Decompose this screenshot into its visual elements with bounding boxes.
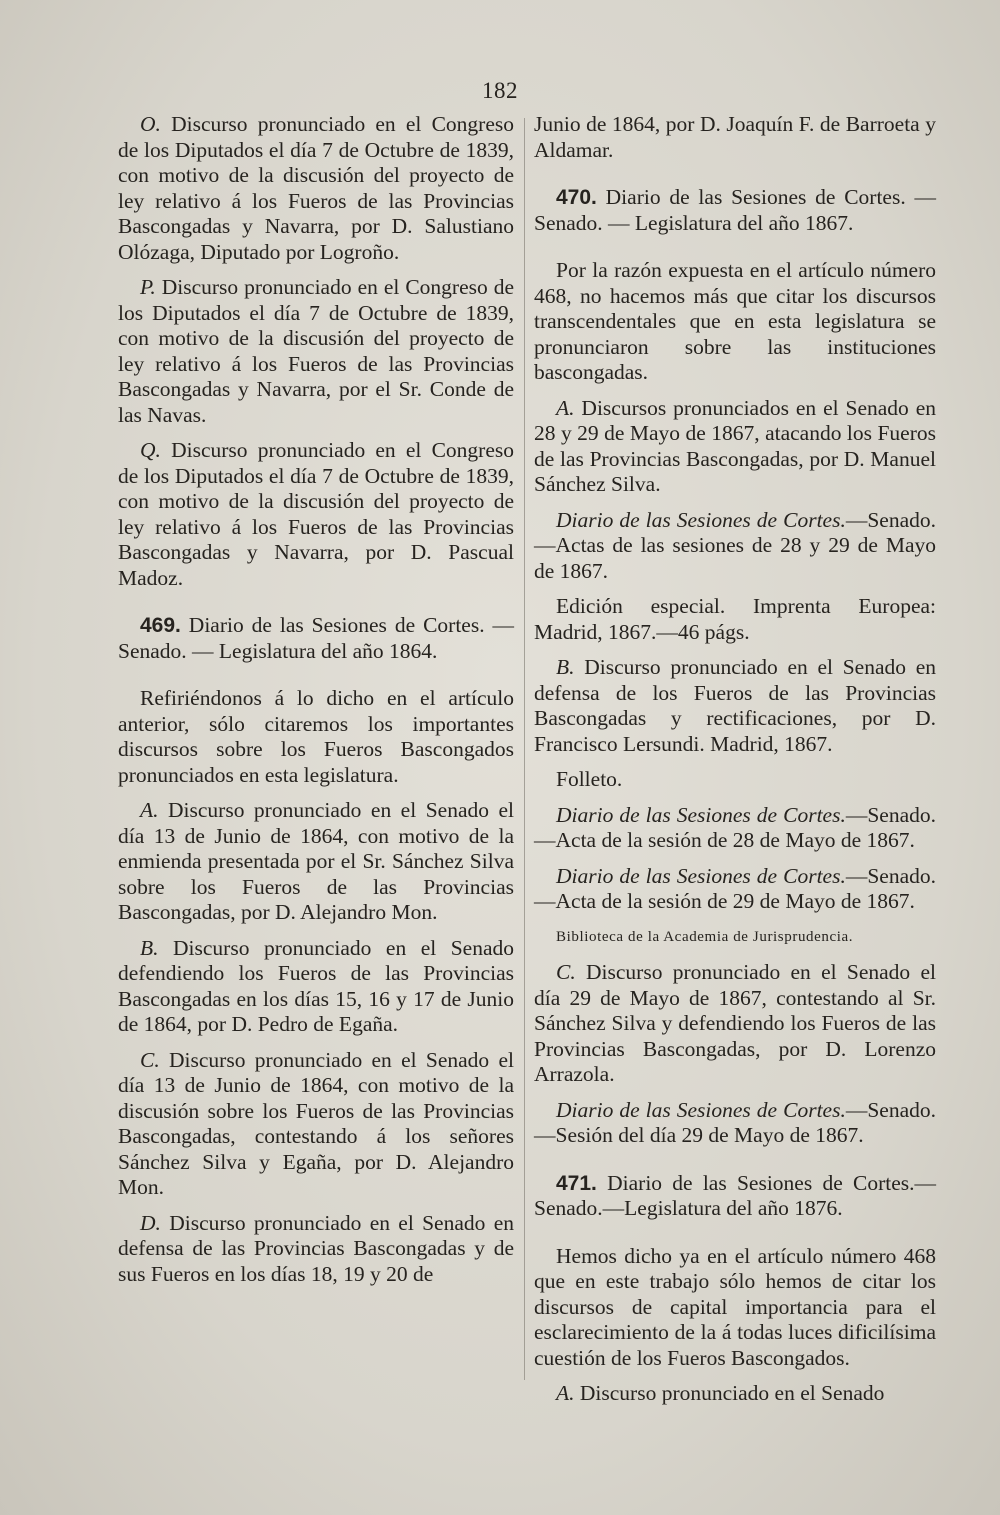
body-text: Edición especial. Imprenta Europea: Madrid, 1867.—46 págs. xyxy=(534,594,936,644)
entry-text: Discurso pronunciado en el Senado en defensa de las Provincias Bascongadas y de sus Fueros en los días 18, 19 y 20 de xyxy=(118,1210,514,1286)
entry-letter: C. xyxy=(556,960,576,984)
right-column xyxy=(534,112,936,1417)
body-paragraph xyxy=(534,767,936,793)
article-title: Diario de las Sesiones de Cortes. — Senado. — Legislatura del año 1864. xyxy=(118,613,514,663)
entry-letter: Q. xyxy=(140,438,161,462)
article-heading xyxy=(534,185,936,236)
article-number: 471. xyxy=(556,1171,597,1195)
body-text: Hemos dicho ya en el artículo número 468 que en este trabajo sólo hemos de citar los discursos de capital importancia para el esclarecimiento de la á todas luces dificilísima cuestión de los Fueros Bascongados. xyxy=(534,1243,936,1370)
continued-text-content: Junio de 1864, por D. Joaquín F. de Barroeta y Aldamar. xyxy=(534,112,936,162)
entry-text: Discurso pronunciado en el Senado en defensa de los Fueros de las Provincias Bascongadas y rectificaciones, por D. Francisco Lersundi. Madrid, 1867. xyxy=(534,655,936,756)
entry-letter: P. xyxy=(140,275,156,299)
continued-text xyxy=(534,112,936,163)
citation-detail: —Senado. —Sesión del día 29 de Mayo de 1867. xyxy=(534,1097,936,1147)
entry-letter: B. xyxy=(556,655,575,679)
entry-paragraph xyxy=(118,1048,514,1201)
citation xyxy=(534,803,936,854)
entry-letter: O. xyxy=(140,112,161,136)
entry-paragraph xyxy=(534,1381,936,1407)
entry-paragraph xyxy=(118,112,514,265)
citation-source: Diario de las Sesiones de Cortes. xyxy=(556,802,846,827)
entry-text: Discurso pronunciado en el Senado el día 13 de Junio de 1864, con motivo de la enmienda presentada por el Sr. Sánchez Silva sobre los Fueros de las Provincias Bascongadas, por D. Alejandro Mon. xyxy=(118,798,514,924)
body-text: Por la razón expuesta en el artículo número 468, no hacemos más que citar los discursos transcendentales que en esta legislatura se pronunciaron sobre las instituciones bascongadas. xyxy=(534,258,936,384)
page-number: 182 xyxy=(482,78,518,103)
entry-paragraph xyxy=(534,396,936,498)
entry-letter: A. xyxy=(556,395,575,420)
entry-text: Discurso pronunciado en el Senado defendiendo los Fueros de las Provincias Bascongadas en los días 15, 16 y 17 de Junio de 1864, por D. Pedro de Egaña. xyxy=(118,935,514,1036)
entry-paragraph xyxy=(118,798,514,926)
article-heading xyxy=(118,613,514,664)
column-divider xyxy=(524,118,525,1380)
entry-letter: A. xyxy=(556,1381,575,1405)
entry-text: Discurso pronunciado en el Senado xyxy=(574,1381,885,1405)
entry-paragraph xyxy=(118,1211,514,1288)
citation-detail: —Senado. —Acta de la sesión de 28 de Mayo de 1867. xyxy=(534,802,936,852)
citation-detail: —Senado. —Actas de las sesiones de 28 y 29 de Mayo de 1867. xyxy=(534,507,936,583)
body-paragraph xyxy=(534,1244,936,1372)
citation xyxy=(534,864,936,915)
body-paragraph xyxy=(118,686,514,788)
entry-text: Discurso pronunciado en el Congreso de los Diputados el día 7 de Octubre de 1839, con motivo de la discusión del proyecto de ley relativo á los Fueros de las Provincias Bascongadas y Navarra, por el Sr. Conde de las Navas. xyxy=(118,275,514,427)
article-heading xyxy=(534,1171,936,1222)
left-column xyxy=(118,112,514,1297)
entry-paragraph xyxy=(118,275,514,428)
citation-detail: —Senado. —Acta de la sesión de 29 de Mayo de 1867. xyxy=(534,863,936,913)
body-text: Folleto. xyxy=(556,767,623,791)
entry-paragraph xyxy=(118,936,514,1038)
body-paragraph xyxy=(534,258,936,386)
entry-paragraph xyxy=(118,438,514,591)
entry-text: Discursos pronunciados en el Senado en 28 y 29 de Mayo de 1867, atacando los Fueros de las Provincias Bascongadas, por D. Manuel Sánchez Silva. xyxy=(534,395,936,496)
entry-text: Discurso pronunciado en el Congreso de los Diputados el día 7 de Octubre de 1839, con motivo de la discusión del proyecto de ley relativo á los Fueros de las Provincias Bascongadas y Navarra, por D. Pascual Madoz. xyxy=(118,438,514,590)
citation-source: Diario de las Sesiones de Cortes. xyxy=(556,507,846,532)
entry-paragraph xyxy=(534,960,936,1088)
citation xyxy=(534,1098,936,1149)
entry-text: Discurso pronunciado en el Senado el día 29 de Mayo de 1867, contestando al Sr. Sánchez Silva y defendiendo los Fueros de las Provincias Bascongadas, por D. Lorenzo Arrazola. xyxy=(534,960,936,1086)
entry-letter: A. xyxy=(140,798,159,822)
body-text: Refiriéndonos á lo dicho en el artículo anterior, sólo citaremos los importantes discursos sobre los Fueros Bascongados pronunciados en esta legislatura. xyxy=(118,686,514,787)
article-title: Diario de las Sesiones de Cortes. — Senado. — Legislatura del año 1867. xyxy=(534,185,936,235)
library-note-text: Biblioteca de la Academia de Jurisprudencia. xyxy=(556,928,854,945)
entry-text: Discurso pronunciado en el Senado el día 13 de Junio de 1864, con motivo de la discusión sobre los Fueros de las Provincias Bascongadas, contestando á los señores Sánchez Silva y Egaña, por D. Alejandro Mon. xyxy=(118,1047,514,1199)
article-number: 469. xyxy=(140,614,181,637)
entry-paragraph xyxy=(534,655,936,757)
citation-source: Diario de las Sesiones de Cortes. xyxy=(556,863,846,888)
entry-letter: C. xyxy=(140,1047,160,1072)
entry-letter: D. xyxy=(140,1210,161,1235)
entry-letter: B. xyxy=(140,935,159,960)
library-note xyxy=(534,925,936,951)
article-title: Diario de las Sesiones de Cortes.—Senado.—Legislatura del año 1876. xyxy=(534,1170,936,1220)
entry-text: Discurso pronunciado en el Congreso de los Diputados el día 7 de Octubre de 1839, con motivo de la discusión del proyecto de ley relativo á los Fueros de las Provincias Bascongadas y Navarra, por D. Salustiano Olózaga, Diputado por Logroño. xyxy=(118,112,514,264)
citation-source: Diario de las Sesiones de Cortes. xyxy=(556,1097,846,1122)
body-paragraph xyxy=(534,594,936,645)
article-number: 470. xyxy=(556,186,597,209)
citation xyxy=(534,508,936,585)
